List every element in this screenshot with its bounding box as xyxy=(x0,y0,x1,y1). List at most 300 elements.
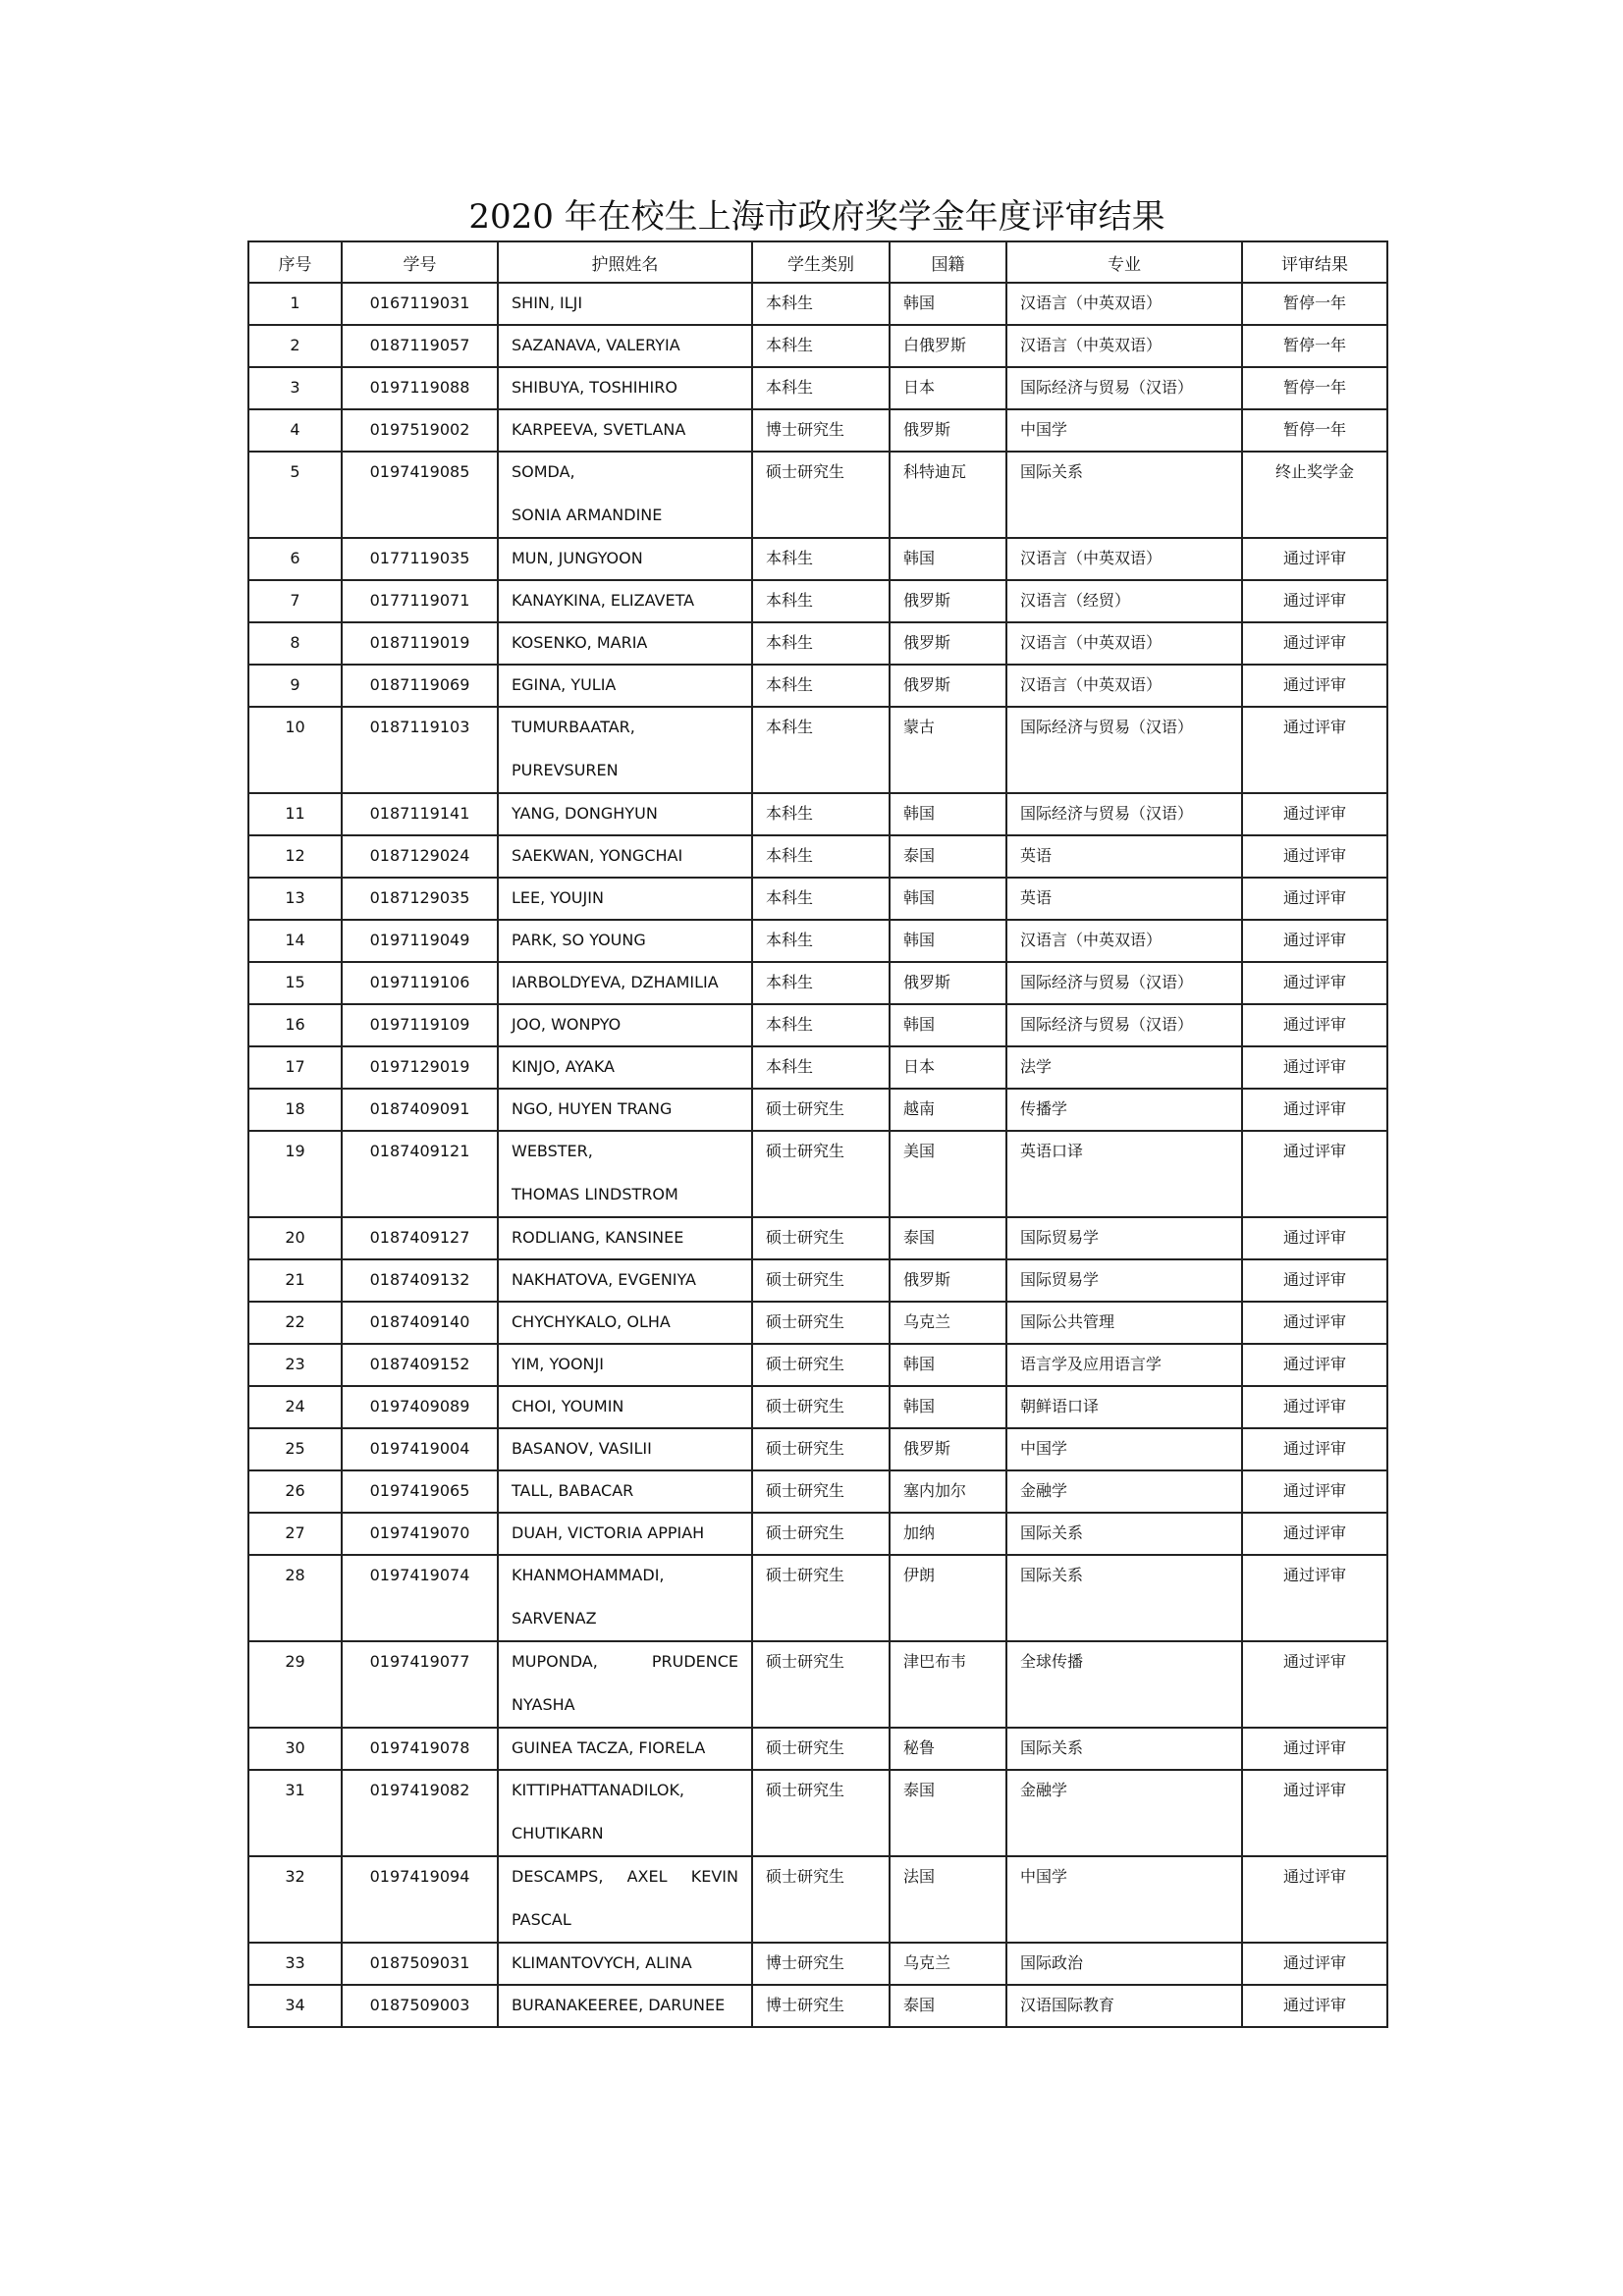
cell-student-id-text: 0197119088 xyxy=(369,378,470,397)
table-row xyxy=(248,920,1387,962)
cell-result-text: 通过评审 xyxy=(1282,1523,1346,1542)
cell-major-text: 汉语国际教育 xyxy=(1020,1996,1115,2014)
cell-passport-name xyxy=(498,1004,752,1046)
cell-student-type-text: 本科生 xyxy=(766,378,814,397)
passport-name xyxy=(499,1387,751,1417)
cell-nationality-text: 韩国 xyxy=(903,931,936,949)
cell-nationality xyxy=(890,793,1006,835)
cell-result-text: 通过评审 xyxy=(1282,1142,1346,1160)
cell-student-id xyxy=(342,707,498,793)
cell-nationality-text: 韩国 xyxy=(903,888,936,907)
cell-passport-name xyxy=(498,452,752,538)
cell-nationality xyxy=(890,325,1006,367)
cell-student-id xyxy=(342,1555,498,1641)
cell-student-id xyxy=(342,793,498,835)
cell-no-text: 5 xyxy=(290,462,300,481)
cell-no xyxy=(248,580,342,622)
table-row xyxy=(248,1302,1387,1344)
cell-passport-name xyxy=(498,1302,752,1344)
cell-result xyxy=(1242,1046,1387,1089)
cell-student-type xyxy=(752,1004,890,1046)
cell-student-id xyxy=(342,409,498,452)
cell-nationality-text: 乌克兰 xyxy=(903,1312,951,1331)
cell-student-id-text: 0197419004 xyxy=(369,1439,470,1458)
cell-student-id-text: 0187509031 xyxy=(369,1953,470,1972)
cell-nationality-text: 泰国 xyxy=(903,1228,936,1247)
passport-name-part: DUAH, VICTORIA APPIAH xyxy=(512,1523,705,1542)
cell-passport-name xyxy=(498,793,752,835)
cell-no xyxy=(248,283,342,325)
cell-major xyxy=(1006,1641,1242,1728)
cell-result xyxy=(1242,1259,1387,1302)
cell-student-type xyxy=(752,1770,890,1856)
cell-student-id xyxy=(342,1770,498,1856)
passport-name xyxy=(499,581,751,612)
cell-nationality-text: 俄罗斯 xyxy=(903,973,951,991)
cell-major-text: 汉语言（中英双语） xyxy=(1020,633,1163,652)
cell-student-id-text: 0197419077 xyxy=(369,1652,470,1671)
cell-passport-name xyxy=(498,665,752,707)
cell-student-type-text: 本科生 xyxy=(766,846,814,865)
cell-no xyxy=(248,1985,342,2027)
cell-major-text: 汉语言（中英双语） xyxy=(1020,931,1163,949)
cell-result xyxy=(1242,835,1387,878)
cell-result-text: 通过评审 xyxy=(1282,633,1346,652)
cell-passport-name xyxy=(498,1046,752,1089)
cell-major xyxy=(1006,325,1242,367)
cell-major xyxy=(1006,878,1242,920)
cell-student-type-text: 硕士研究生 xyxy=(766,1781,845,1799)
cell-nationality xyxy=(890,1513,1006,1555)
cell-nationality-text: 乌克兰 xyxy=(903,1953,951,1972)
cell-no-text: 20 xyxy=(285,1228,305,1247)
passport-name xyxy=(499,284,751,314)
cell-student-type-text: 硕士研究生 xyxy=(766,1566,845,1584)
cell-passport-name xyxy=(498,1131,752,1217)
cell-passport-name xyxy=(498,962,752,1004)
cell-student-id xyxy=(342,452,498,538)
cell-student-type xyxy=(752,580,890,622)
cell-passport-name xyxy=(498,1344,752,1386)
cell-nationality-text: 俄罗斯 xyxy=(903,420,951,439)
cell-result-text: 通过评审 xyxy=(1282,1057,1346,1076)
cell-passport-name xyxy=(498,580,752,622)
passport-name xyxy=(499,623,751,654)
passport-name xyxy=(499,836,751,867)
cell-no xyxy=(248,878,342,920)
passport-name xyxy=(499,368,751,399)
cell-student-id-text: 0187119141 xyxy=(369,804,470,823)
table-row xyxy=(248,622,1387,665)
cell-major-text: 语言学及应用语言学 xyxy=(1020,1355,1163,1373)
cell-nationality-text: 韩国 xyxy=(903,294,936,312)
cell-major-text: 国际贸易学 xyxy=(1020,1270,1100,1289)
passport-name-part: TALL, BABACAR xyxy=(512,1481,634,1500)
cell-student-type xyxy=(752,707,890,793)
cell-student-id-text: 0187409121 xyxy=(369,1142,470,1160)
table-row xyxy=(248,580,1387,622)
cell-student-type xyxy=(752,1943,890,1985)
passport-name-part: SARVENAZ xyxy=(512,1609,597,1628)
cell-result xyxy=(1242,367,1387,409)
cell-student-type-text: 本科生 xyxy=(766,718,814,736)
passport-name xyxy=(499,1642,751,1716)
cell-major xyxy=(1006,1555,1242,1641)
passport-name-part: JOO, WONPYO xyxy=(512,1015,622,1034)
cell-major-text: 国际贸易学 xyxy=(1020,1228,1100,1247)
cell-major xyxy=(1006,1470,1242,1513)
cell-student-type-text: 硕士研究生 xyxy=(766,1652,845,1671)
table-row xyxy=(248,1728,1387,1770)
cell-student-type xyxy=(752,1428,890,1470)
cell-passport-name xyxy=(498,1728,752,1770)
table-row xyxy=(248,1089,1387,1131)
cell-nationality-text: 日本 xyxy=(903,1057,936,1076)
cell-student-id-text: 0187129024 xyxy=(369,846,470,865)
cell-student-id-text: 0167119031 xyxy=(369,294,470,312)
cell-major-text: 国际政治 xyxy=(1020,1953,1084,1972)
cell-result-text: 通过评审 xyxy=(1282,718,1346,736)
cell-student-id xyxy=(342,1131,498,1217)
cell-student-type-text: 本科生 xyxy=(766,633,814,652)
cell-student-type xyxy=(752,665,890,707)
cell-no-text: 2 xyxy=(290,336,300,354)
cell-major xyxy=(1006,1259,1242,1302)
cell-major xyxy=(1006,283,1242,325)
cell-nationality-text: 日本 xyxy=(903,378,936,397)
table-row xyxy=(248,1856,1387,1943)
passport-name xyxy=(499,1556,751,1629)
passport-name xyxy=(499,1005,751,1036)
header-student-id: 学号 xyxy=(342,241,498,283)
passport-name-part: LEE, YOUJIN xyxy=(512,888,604,907)
cell-nationality xyxy=(890,1728,1006,1770)
table-row xyxy=(248,1131,1387,1217)
cell-result-text: 通过评审 xyxy=(1282,1953,1346,1972)
cell-student-type-text: 硕士研究生 xyxy=(766,1228,845,1247)
cell-student-id xyxy=(342,1943,498,1985)
cell-major xyxy=(1006,1943,1242,1985)
cell-result-text: 暂停一年 xyxy=(1282,294,1346,312)
table-row xyxy=(248,1943,1387,1985)
cell-student-id xyxy=(342,325,498,367)
cell-no xyxy=(248,1428,342,1470)
passport-name-part: KHANMOHAMMADI, xyxy=(512,1566,665,1584)
cell-nationality xyxy=(890,1856,1006,1943)
cell-nationality xyxy=(890,409,1006,452)
cell-student-id xyxy=(342,580,498,622)
cell-nationality-text: 科特迪瓦 xyxy=(903,462,967,481)
cell-student-type xyxy=(752,1641,890,1728)
table-row xyxy=(248,1513,1387,1555)
cell-result-text: 通过评审 xyxy=(1282,1996,1346,2014)
cell-major xyxy=(1006,1985,1242,2027)
cell-student-type xyxy=(752,1470,890,1513)
cell-student-type-text: 博士研究生 xyxy=(766,1953,845,1972)
table-row xyxy=(248,1344,1387,1386)
cell-major-text: 中国学 xyxy=(1020,1439,1068,1458)
passport-name-part: PASCAL xyxy=(512,1910,571,1929)
cell-student-id xyxy=(342,1046,498,1089)
cell-student-id xyxy=(342,1259,498,1302)
passport-name-part: MUN, JUNGYOON xyxy=(512,549,643,567)
cell-passport-name xyxy=(498,1428,752,1470)
header-nationality: 国籍 xyxy=(890,241,1006,283)
cell-no-text: 34 xyxy=(285,1996,305,2014)
cell-student-type-text: 本科生 xyxy=(766,888,814,907)
cell-passport-name xyxy=(498,1856,752,1943)
cell-nationality-text: 俄罗斯 xyxy=(903,591,951,610)
table-row xyxy=(248,1555,1387,1641)
cell-student-type-text: 博士研究生 xyxy=(766,1996,845,2014)
header-no: 序号 xyxy=(248,241,342,283)
cell-no-text: 9 xyxy=(290,675,300,694)
passport-name-part: NGO, HUYEN TRANG xyxy=(512,1099,673,1118)
cell-major xyxy=(1006,1513,1242,1555)
cell-result xyxy=(1242,1302,1387,1344)
cell-student-type-text: 硕士研究生 xyxy=(766,1355,845,1373)
cell-no-text: 27 xyxy=(285,1523,305,1542)
cell-nationality-text: 蒙古 xyxy=(903,718,936,736)
cell-no-text: 26 xyxy=(285,1481,305,1500)
cell-no xyxy=(248,1728,342,1770)
cell-nationality xyxy=(890,835,1006,878)
cell-nationality xyxy=(890,665,1006,707)
cell-major xyxy=(1006,409,1242,452)
cell-no xyxy=(248,920,342,962)
passport-name-part: EGINA, YULIA xyxy=(512,675,617,694)
cell-major-text: 英语 xyxy=(1020,846,1053,865)
cell-student-type xyxy=(752,622,890,665)
table-row xyxy=(248,835,1387,878)
cell-student-id xyxy=(342,920,498,962)
cell-student-id xyxy=(342,622,498,665)
table-row xyxy=(248,367,1387,409)
passport-name-part: YANG, DONGHYUN xyxy=(512,804,658,823)
cell-result-text: 通过评审 xyxy=(1282,888,1346,907)
cell-major-text: 国际关系 xyxy=(1020,1738,1084,1757)
cell-major xyxy=(1006,538,1242,580)
cell-major xyxy=(1006,367,1242,409)
cell-major-text: 国际经济与贸易（汉语） xyxy=(1020,973,1194,991)
cell-nationality xyxy=(890,1943,1006,1985)
cell-major-text: 汉语言（经贸） xyxy=(1020,591,1131,610)
cell-result xyxy=(1242,1004,1387,1046)
cell-student-type-text: 硕士研究生 xyxy=(766,1397,845,1415)
cell-result-text: 通过评审 xyxy=(1282,1439,1346,1458)
cell-no-text: 13 xyxy=(285,888,305,907)
passport-name-part: THOMAS LINDSTROM xyxy=(512,1185,678,1203)
cell-no xyxy=(248,367,342,409)
cell-student-id-text: 0197129019 xyxy=(369,1057,470,1076)
cell-major-text: 汉语言（中英双语） xyxy=(1020,675,1163,694)
cell-result-text: 暂停一年 xyxy=(1282,378,1346,397)
cell-major xyxy=(1006,920,1242,962)
passport-name-part: SHIN, ILJI xyxy=(512,294,583,312)
passport-name-part: SOMDA, xyxy=(512,462,575,481)
cell-major-text: 中国学 xyxy=(1020,1867,1068,1886)
cell-result-text: 通过评审 xyxy=(1282,1397,1346,1415)
cell-major xyxy=(1006,1302,1242,1344)
cell-passport-name xyxy=(498,538,752,580)
cell-student-type xyxy=(752,962,890,1004)
cell-student-id-text: 0197119049 xyxy=(369,931,470,949)
passport-name xyxy=(499,453,751,526)
cell-nationality xyxy=(890,1985,1006,2027)
cell-student-type xyxy=(752,1513,890,1555)
cell-major-text: 英语口译 xyxy=(1020,1142,1084,1160)
table-row xyxy=(248,325,1387,367)
cell-result xyxy=(1242,1217,1387,1259)
cell-student-id xyxy=(342,1641,498,1728)
cell-student-type-text: 本科生 xyxy=(766,1015,814,1034)
cell-nationality xyxy=(890,1089,1006,1131)
cell-student-id xyxy=(342,962,498,1004)
cell-result xyxy=(1242,707,1387,793)
cell-nationality-text: 俄罗斯 xyxy=(903,633,951,652)
cell-no-text: 6 xyxy=(290,549,300,567)
cell-result xyxy=(1242,920,1387,962)
cell-nationality xyxy=(890,707,1006,793)
cell-no xyxy=(248,1386,342,1428)
passport-name-line xyxy=(512,1866,738,1888)
cell-no xyxy=(248,325,342,367)
cell-student-id-text: 0187129035 xyxy=(369,888,470,907)
cell-result xyxy=(1242,452,1387,538)
passport-name-part: KINJO, AYAKA xyxy=(512,1057,615,1076)
cell-student-type-text: 硕士研究生 xyxy=(766,1738,845,1757)
cell-nationality xyxy=(890,1770,1006,1856)
cell-result-text: 通过评审 xyxy=(1282,1481,1346,1500)
cell-result xyxy=(1242,962,1387,1004)
cell-major-text: 传播学 xyxy=(1020,1099,1068,1118)
cell-major-text: 汉语言（中英双语） xyxy=(1020,336,1163,354)
passport-name-part: PRUDENCE xyxy=(651,1652,738,1671)
cell-student-type xyxy=(752,1985,890,2027)
passport-name xyxy=(499,1986,751,2016)
cell-nationality xyxy=(890,1641,1006,1728)
cell-passport-name xyxy=(498,1259,752,1302)
cell-major-text: 英语 xyxy=(1020,888,1053,907)
table-row xyxy=(248,1470,1387,1513)
cell-result xyxy=(1242,1943,1387,1985)
cell-student-type-text: 本科生 xyxy=(766,591,814,610)
cell-result-text: 通过评审 xyxy=(1282,1652,1346,1671)
cell-student-type-text: 本科生 xyxy=(766,804,814,823)
passport-name xyxy=(499,1944,751,1974)
table-body xyxy=(248,283,1387,2027)
cell-student-id-text: 0187119069 xyxy=(369,675,470,694)
cell-result-text: 通过评审 xyxy=(1282,1738,1346,1757)
cell-major xyxy=(1006,1004,1242,1046)
cell-no xyxy=(248,1302,342,1344)
cell-student-id-text: 0187119019 xyxy=(369,633,470,652)
table-row xyxy=(248,538,1387,580)
table-row xyxy=(248,1985,1387,2027)
cell-nationality-text: 津巴布韦 xyxy=(903,1652,967,1671)
passport-name-part: CHUTIKARN xyxy=(512,1824,604,1842)
cell-result-text: 通过评审 xyxy=(1282,804,1346,823)
cell-no xyxy=(248,1344,342,1386)
cell-student-id-text: 0197419078 xyxy=(369,1738,470,1757)
cell-no-text: 25 xyxy=(285,1439,305,1458)
cell-no-text: 29 xyxy=(285,1652,305,1671)
cell-major xyxy=(1006,707,1242,793)
passport-name xyxy=(499,1771,751,1844)
cell-result xyxy=(1242,1344,1387,1386)
cell-result-text: 通过评审 xyxy=(1282,1566,1346,1584)
cell-major-text: 汉语言（中英双语） xyxy=(1020,549,1163,567)
passport-name xyxy=(499,879,751,909)
cell-passport-name xyxy=(498,367,752,409)
cell-nationality xyxy=(890,878,1006,920)
document-title: 2020 年在校生上海市政府奖学金年度评审结果 xyxy=(468,197,1165,237)
cell-student-type xyxy=(752,920,890,962)
cell-passport-name xyxy=(498,1386,752,1428)
table-row xyxy=(248,1428,1387,1470)
cell-student-id xyxy=(342,1728,498,1770)
cell-nationality xyxy=(890,1046,1006,1089)
cell-no xyxy=(248,707,342,793)
cell-student-id-text: 0197119109 xyxy=(369,1015,470,1034)
cell-nationality xyxy=(890,622,1006,665)
cell-major-text: 国际经济与贸易（汉语） xyxy=(1020,718,1194,736)
table-row xyxy=(248,452,1387,538)
cell-student-type xyxy=(752,409,890,452)
passport-name-part: NAKHATOVA, EVGENIYA xyxy=(512,1270,696,1289)
cell-result xyxy=(1242,793,1387,835)
cell-major-text: 朝鲜语口译 xyxy=(1020,1397,1100,1415)
cell-student-type-text: 本科生 xyxy=(766,294,814,312)
header-passport-name: 护照姓名 xyxy=(498,241,752,283)
cell-student-id-text: 0197419082 xyxy=(369,1781,470,1799)
passport-name xyxy=(499,1429,751,1460)
cell-result-text: 通过评审 xyxy=(1282,1015,1346,1034)
cell-major xyxy=(1006,1770,1242,1856)
cell-nationality-text: 韩国 xyxy=(903,1397,936,1415)
cell-student-id-text: 0187509003 xyxy=(369,1996,470,2014)
table-header-row xyxy=(248,241,1387,283)
passport-name xyxy=(499,1047,751,1078)
cell-nationality xyxy=(890,580,1006,622)
cell-result xyxy=(1242,1555,1387,1641)
passport-name-part: YIM, YOONJI xyxy=(512,1355,604,1373)
cell-student-type-text: 硕士研究生 xyxy=(766,1439,845,1458)
cell-nationality-text: 俄罗斯 xyxy=(903,675,951,694)
cell-student-id-text: 0197419070 xyxy=(369,1523,470,1542)
cell-student-id xyxy=(342,878,498,920)
cell-result-text: 通过评审 xyxy=(1282,846,1346,865)
cell-nationality xyxy=(890,1386,1006,1428)
cell-major xyxy=(1006,1386,1242,1428)
cell-passport-name xyxy=(498,707,752,793)
passport-name-line xyxy=(512,1651,738,1673)
cell-no xyxy=(248,1513,342,1555)
table-row xyxy=(248,1770,1387,1856)
cell-student-id-text: 0187409127 xyxy=(369,1228,470,1247)
cell-nationality-text: 伊朗 xyxy=(903,1566,936,1584)
cell-result-text: 暂停一年 xyxy=(1282,336,1346,354)
cell-major-text: 国际公共管理 xyxy=(1020,1312,1115,1331)
cell-student-type xyxy=(752,452,890,538)
cell-student-id-text: 0197409089 xyxy=(369,1397,470,1415)
cell-result xyxy=(1242,580,1387,622)
passport-name-part: BURANAKEEREE, DARUNEE xyxy=(512,1996,726,2014)
cell-student-id xyxy=(342,1217,498,1259)
cell-nationality-text: 美国 xyxy=(903,1142,936,1160)
cell-major xyxy=(1006,1428,1242,1470)
cell-nationality xyxy=(890,1302,1006,1344)
